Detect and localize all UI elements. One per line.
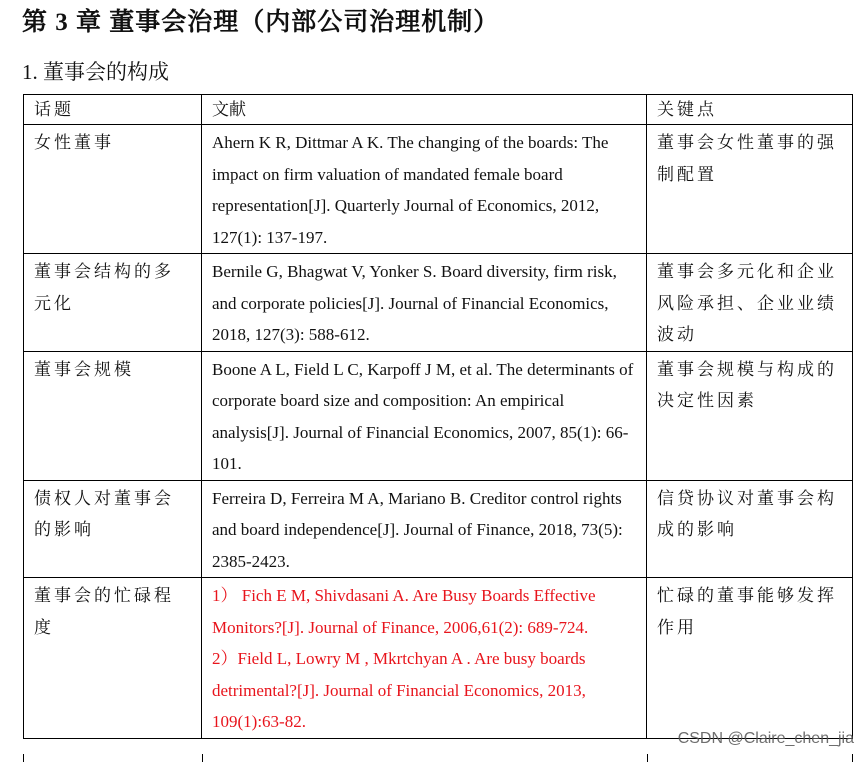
- header-topic: 话题: [24, 95, 202, 125]
- literature-table: [23, 94, 853, 739]
- reference-text: Boone A L, Field L C, Karpoff J M, et al. The determinants of corporate board size and composition: An empirical analysis[J]. Journal of Financial Economics, 2007, 85(1): 66-101.: [212, 359, 634, 473]
- table-row: [24, 254, 853, 352]
- reference-cell: [202, 254, 647, 352]
- key-point-cell: 忙碌的董事能够发挥作用: [647, 578, 853, 739]
- key-point-cell: 董事会多元化和企业风险承担、企业业绩波动: [647, 254, 853, 352]
- key-point-cell: 董事会规模与构成的决定性因素: [647, 351, 853, 480]
- table-row: [24, 480, 853, 578]
- topic-cell: 女性董事: [24, 125, 202, 254]
- header-literature: 文献: [202, 95, 647, 125]
- key-point-cell: 信贷协议对董事会构成的影响: [647, 480, 853, 578]
- topic-cell: 债权人对董事会的影响: [24, 480, 202, 578]
- reference-cell: [202, 351, 647, 480]
- header-key-points: 关键点: [647, 95, 853, 125]
- table-row: [24, 351, 853, 480]
- reference-cell: [202, 480, 647, 578]
- section-title: 1. 董事会的构成: [22, 60, 169, 84]
- table-row: [24, 125, 853, 254]
- table-continuation: [23, 754, 852, 762]
- topic-cell: 董事会规模: [24, 351, 202, 480]
- reference-text: Ferreira D, Ferreira M A, Mariano B. Creditor control rights and board independence[J]. Journal of Finance, 2018, 73(5): 2385-2423.: [212, 488, 623, 571]
- key-point-cell: 董事会女性董事的强制配置: [647, 125, 853, 254]
- reference-cell: [202, 578, 647, 739]
- topic-cell: 董事会的忙碌程度: [24, 578, 202, 739]
- reference-text: 1） Fich E M, Shivdasani A. Are Busy Boards Effective Monitors?[J]. Journal of Finance, 2006,61(2): 689-724.: [212, 586, 596, 637]
- reference-text: Bernile G, Bhagwat V, Yonker S. Board diversity, firm risk, and corporate policies[J]. Journal of Financial Economics, 2018, 127(3): 588-612.: [212, 262, 617, 344]
- chapter-title: 第 3 章 董事会治理（内部公司治理机制）: [22, 9, 500, 36]
- watermark: CSDN @Claire_chen_jia: [677, 730, 854, 747]
- reference-text: Ahern K R, Dittmar A K. The changing of the boards: The impact on firm valuation of mandated female board representation[J]. Quarterly Journal of Economics, 2012, 127(1): 137-197.: [212, 133, 609, 247]
- table-header-row: [24, 95, 853, 125]
- reference-text: 2）Field L, Lowry M , Mkrtchyan A . Are busy boards detrimental?[J]. Journal of Financial Economics, 2013, 109(1):63-82.: [212, 649, 586, 731]
- topic-cell: 董事会结构的多元化: [24, 254, 202, 352]
- table-row: [24, 578, 853, 739]
- reference-cell: [202, 125, 647, 254]
